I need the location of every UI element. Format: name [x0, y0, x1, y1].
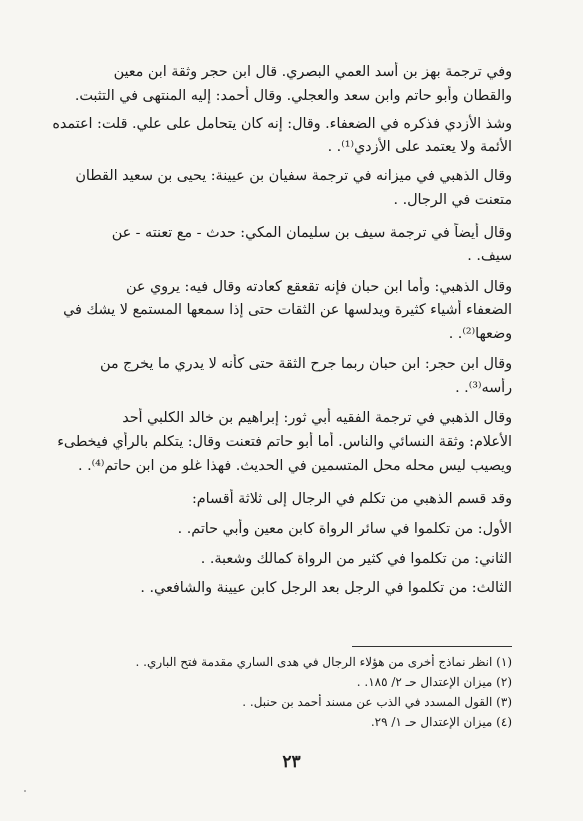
scan-speck	[24, 790, 26, 792]
body-line: وقال أيضاً في ترجمة سيف بن سليمان المكي: حدث - مع تعنته - عن	[111, 225, 512, 241]
footnote: (١) انظر نماذج أخرى من هؤلاء الرجال في هدى الساري مقدمة فتح الباري. .	[135, 655, 512, 669]
body-line: وشذ الأزدي فذكره في الضعفاء. وقال: إنه كان يتحامل على علي. قلت: اعتمده	[52, 116, 512, 132]
page-number: ٢٣	[282, 752, 301, 772]
footnote: (٢) ميزان الإعتدال حـ ٢/ ١٨٥. .	[356, 675, 512, 689]
footnote-separator	[352, 646, 512, 647]
body-line: رأسه⁽³⁾. .	[455, 380, 512, 396]
body-line: سيف. .	[467, 248, 512, 264]
footnote: (٤) ميزان الإعتدال حـ ١/ ٢٩.	[370, 715, 512, 729]
body-line: وقال الذهبي في ترجمة الفقيه أبي ثور: إبراهيم بن خالد الكلبي أحد	[122, 410, 512, 426]
body-line: والقطان وأبو حاتم وابن سعد والعجلي. وقال أحمد: إليه المنتهى في التثبت.	[74, 88, 512, 104]
body-line: وقال ابن حجر: ابن حبان ربما جرح الثقة حتى كأنه لا يدري ما يخرج من	[99, 356, 512, 372]
body-line: وقد قسم الذهبي من تكلم في الرجال إلى ثلاثة أقسام:	[191, 491, 512, 507]
body-line: الثالث: من تكلموا في الرجل بعد الرجل كابن عيينة والشافعي. .	[140, 580, 512, 596]
body-line: الأول: من تكلموا في سائر الرواة كابن معين وأبي حاتم. .	[177, 521, 512, 537]
body-line: الأئمة ولا يعتمد على الأزدي⁽¹⁾. .	[327, 139, 512, 155]
body-line: وقال الذهبي: وأما ابن حبان فإنه تقعقع كعادته وقال فيه: يروي عن	[126, 279, 512, 295]
footnote: (٣) القول المسدد في الذب عن مسند أحمد بن حنبل. .	[242, 695, 512, 709]
body-line: الضعفاء أشياء كثيرة ويدلسها عن الثقات حتى إذا سمعها المستمع لا يشك في	[63, 302, 512, 318]
body-line: الأعلام: وثقة النسائي والناس. أما أبو حاتم فتعنت وقال: يتكلم بالرأي فيخطىء	[57, 434, 512, 450]
body-line: متعنت في الرجال. .	[393, 192, 512, 208]
body-line: وضعها⁽²⁾. .	[448, 326, 512, 342]
body-line: وقال الذهبي في ميزانه في ترجمة سفيان بن عيينة: يحيى بن سعيد القطان	[75, 168, 512, 184]
body-line: الثاني: من تكلموا في كثير من الرواة كمالك وشعبة. .	[200, 551, 512, 567]
body-line: وفي ترجمة بهز بن أسد العمي البصري. قال ابن حجر وثقة ابن معين	[113, 64, 512, 80]
body-line: ويصيب ليس محله محل المتسمين في الحديث. فهذا غلو من ابن حاتم⁽⁴⁾. .	[78, 458, 512, 474]
